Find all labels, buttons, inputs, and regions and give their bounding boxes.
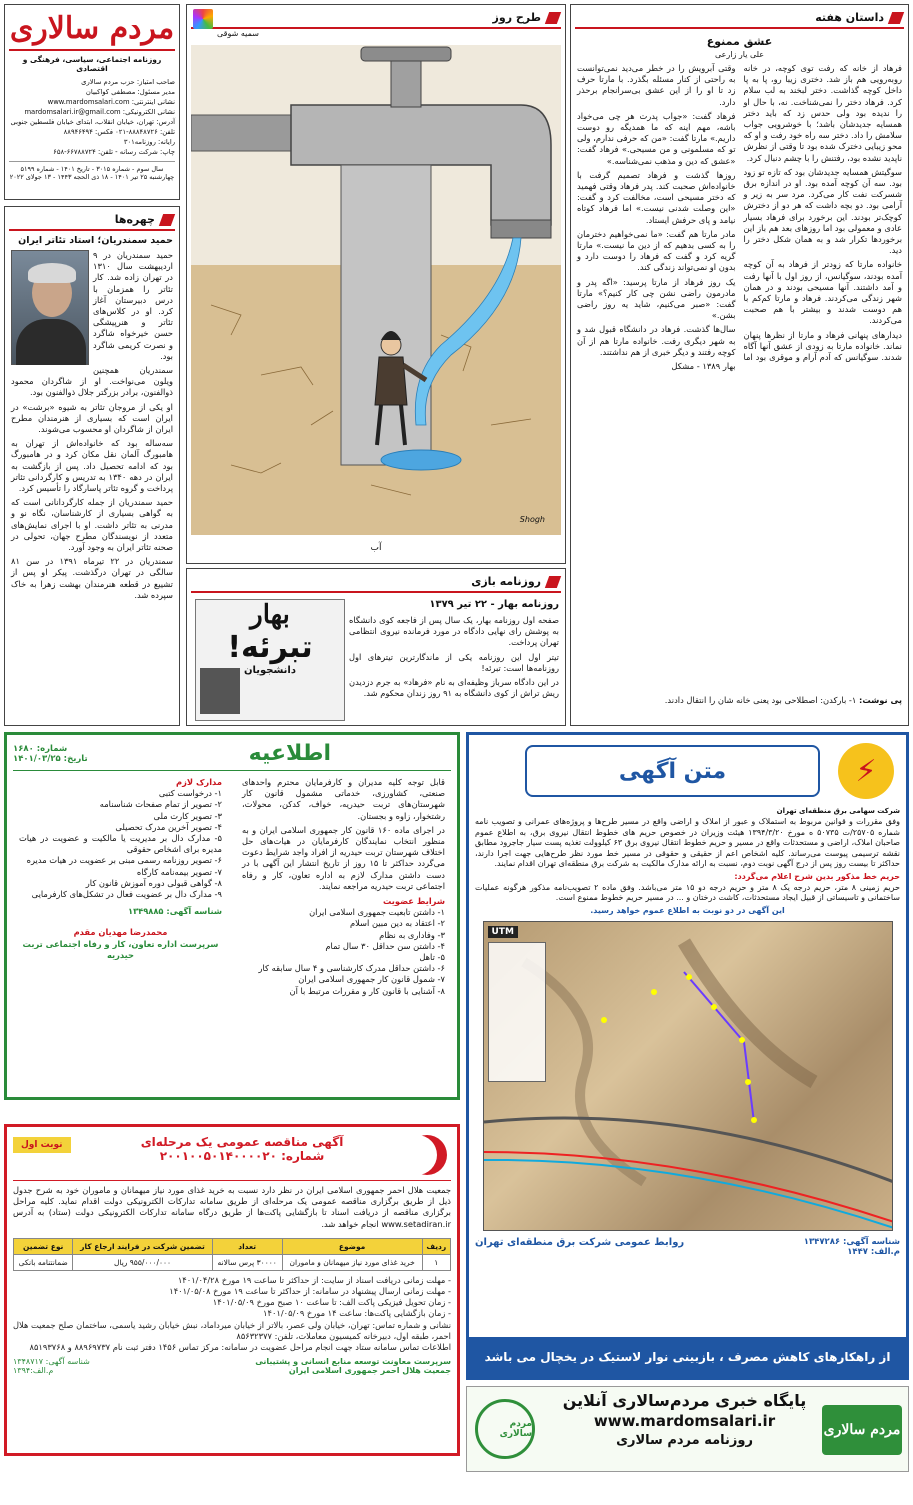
tender-date: - زمان بازگشایی پاکت‌ها: ساعت ۱۴ مورخ ۱۴۰۱/۰۵/۰۹ [263, 1308, 451, 1319]
archive-front-page [195, 599, 345, 721]
story-paragraph: بهار ۱۳۸۹ - مشکل [671, 361, 736, 372]
tender-dates [13, 1275, 451, 1353]
faces-section [4, 206, 180, 726]
notice-date: تاریخ: ۱۴۰۱/۰۳/۲۵ [13, 753, 88, 764]
power-ad-slogan: از راهکارهای کاهش مصرف ، بازبینی نوار لاستیک در یخچال می باشد [469, 1337, 906, 1377]
tender-title: آگهی مناقصه عمومی یک مرحله‌ای [140, 1135, 344, 1149]
tender-table-cell: ۱ [422, 1254, 450, 1270]
tender-signer: سرپرست معاونت توسعه منابع انسانی و پشتیبانی [255, 1357, 451, 1367]
power-ad-section [466, 732, 909, 1380]
power-ad-pr: روابط عمومی شرکت برق منطقه‌ای تهران [475, 1236, 685, 1248]
notice-condition: ۳- وفاداری به نظام [379, 929, 445, 940]
notice-signer: محمدرضا مهدیان مقدم [73, 927, 168, 938]
power-ad-number: شناسه آگهی: ۱۳۴۷۲۸۶ [803, 1236, 900, 1247]
tender-table-cell: خرید غذای مورد نیاز میهمانان و ماموران [282, 1254, 422, 1270]
faces-paragraph: سمندریان همچنین ویلون می‌نواخت. او از شاگردان محمود ذوالفنون، برادر بزرگتر جلال ذوالفنون بود. [11, 365, 173, 398]
notice-conditions [242, 907, 445, 997]
notice-doc: ۲- تصویر از تمام صفحات شناسنامه [99, 799, 222, 810]
story-section-title: داستان هفته [809, 9, 904, 26]
notice-docs-title: مدارک لازم [176, 777, 222, 787]
faces-portrait [11, 250, 89, 365]
tender-badge: نوبت اول [13, 1137, 71, 1153]
faces-section-title: چهره‌ها [109, 211, 175, 228]
archive-body [349, 615, 559, 699]
notice-intro: قابل توجه کلیه مدیران و کارفرمایان محترم واحدهای صنعتی، کشاورزی، خدماتی مشمول قانون کار شهرستان‌های تربت حیدریه، خواف، کدکن، محولات، رشتخوار، زاوه و بجستان. [242, 777, 445, 821]
masthead-date-line: سال سوم - شماره ۳۰۱۵ - تاریخ ۱۴۰۱ - شماره ۵۱۹۹ [9, 161, 175, 173]
tender-table-cell: ۳۰۰۰۰ پرس سالانه [212, 1254, 282, 1270]
archive-paper-name: بهار [250, 600, 290, 630]
cartoon-artist: سمیه شوقی [217, 29, 259, 38]
power-ad-line-red: حریم خط مذکور بدین شرح اعلام می‌گردد: [734, 871, 900, 881]
notice-condition: ۶- داشتن حداقل مدرک کارشناسی و ۴ سال سابقه کار [258, 963, 445, 974]
notice-signer-title: سرپرست اداره تعاون، کار و رفاه اجتماعی تربت حیدریه [22, 938, 219, 960]
cartoon-section-title: طرح روز [487, 9, 561, 26]
story-footnote: ۱- بارکدن: اصطلاحی بود یعنی خانه شان را انتقال دادند. [664, 695, 857, 705]
tender-table-cell: ۹۵۵/۰۰۰/۰۰۰ ریال [73, 1254, 212, 1270]
story-paragraph: فرهاد گفت: «جواب پدرت هر چی می‌خواد باشه، مهم اینه که ما همدیگه رو دوست داریم.» مارتا گفت: «من که حرفی ندارم، ولی تو که مسلمونی و من مسیحی.» فرهاد گفت: «عشق که دین و مذهب نمی‌شناسه.» [577, 110, 736, 166]
faces-title: حمید سمندریان؛ استاد تئاتر ایران [18, 235, 173, 246]
site-banner-url[interactable]: www.mardomsalari.ir [593, 1412, 776, 1430]
notice-doc: ۸- گواهی قبولی دوره آموزش قانون کار [85, 877, 222, 888]
story-author: علی یار زارعی [714, 50, 765, 59]
story-section [570, 4, 909, 726]
tender-table-header: تعداد [212, 1238, 282, 1254]
story-paragraph: خانواده مارتا که زودتر از فرهاد به آن کوچه آمده بودند، سوگیانس، از روز اول با آنها رفت و آمد داشتند. آنها مسیحی بودند و در همان شهر زندگی می‌کردند. فرهاد و مارتا کم‌کم با هم دوست شدند و بیشتر با هم صحبت می‌کردند. [743, 259, 902, 326]
masthead-line: تلفن: ۸۸۸۴۸۷۲۶-۰۲۱ فکس: ۸۸۹۴۶۴۹۴ [63, 128, 175, 136]
map-legend [488, 942, 546, 1082]
faces-paragraph: سه‌ساله بود که خانواده‌اش از تهران به هامبورگ آلمان نقل مکان کرد و در هامبورگ بود که ادامه تحصیل داد. پس از بازگشت به ایران در دهه ۱۳۴۰ به تدریس و کارگردانی تئاتر پرداخت و گروه تئاتر پاسارگاد را تأسیس کرد. [11, 438, 173, 494]
notice-condition: ۷- شمول قانون کار جمهوری اسلامی ایران [298, 974, 445, 985]
site-banner-sub: روزنامه مردم سالاری [616, 1433, 753, 1448]
tender-date: - مهلت زمانی ارسال پیشنهاد در سامانه: از حداکثر تا ساعت ۱۹ مورخ ۱۴۰۱/۰۵/۰۸ [169, 1286, 451, 1297]
faces-paragraph: حمید سمندریان از جمله کارگردانانی است که به گواهی بسیاری از کارشناسان، نگاه نو و مدرنی به تئاتر داشت. او با اجرای نمایش‌های متعدد از نویسندگان مطرح جهان، تحولی در صحنه تئاتر ایران به وجود آورد. [11, 497, 173, 553]
archive-headline: تبرئه! [227, 630, 313, 665]
tender-table-row [14, 1254, 451, 1270]
archive-paragraph: تیتر اول این روزنامه یکی از ماندگارترین تیترهای اول روزنامه‌ها است: تبرئه! [349, 651, 559, 673]
tender-table-header: نوع تضمین [14, 1238, 73, 1254]
site-banner-badge-icon [475, 1399, 535, 1459]
red-crescent-icon [407, 1135, 447, 1175]
story-paragraph: سوگیتش همسایه جدیدشان بود که تازه تو زود بود. سه آن کوچه آمده بود. او در اندازه برق شسرکت نفت کار می‌کرد. مرد سر به زیر و آرامی بود. دو بچه داشت که هر دو از دخترش کوچک‌تر بودند. این برخورد برای فرهاد بسیار عادی و معمولی بود اما روزهای بعد هم باز این برخوردها تکرار شد و به همان شکل دختر را دید. [743, 166, 902, 256]
cartoon-signature: Shogh [519, 515, 545, 524]
archive-title: روزنامه بهار - ۲۲ تیر ۱۳۷۹ [429, 599, 559, 610]
artist-avatar [193, 9, 213, 29]
tender-section [4, 1124, 460, 1456]
story-title: عشق ممنوع [706, 35, 773, 48]
tender-table-cell: ضمانتنامه بانکی [14, 1254, 73, 1270]
site-banner-logo: مردم سالاری [822, 1405, 902, 1455]
masthead-line: رایانه: روزنامه۳۰۱ [123, 138, 175, 146]
tender-ad-code: م.الف:۱۳۹۴ [13, 1366, 54, 1376]
faces-paragraph: حمید سمندریان در ۹ اردیبهشت سال ۱۳۱۰ در تهران زاده شد. کار تئاتر را همزمان با درس دبیرستان آغاز کرد. او در کلاس‌های تئاتر و هنرپیشگی حسن خیرخواه شاگرد و نصرت کریمی شاگرد بود. [93, 250, 173, 361]
cartoon-section [186, 4, 566, 564]
masthead-line: مدیر مسئول: مصطفی کواکبیان [85, 88, 175, 96]
archive-subhead: دانشجویان [243, 665, 296, 676]
tender-date: - زمان تحویل فیزیکی پاکت الف: تا ساعت ۱۰ صبح مورخ ۱۴۰۱/۰۵/۰۹ [212, 1297, 451, 1308]
tender-table-header: ردیف [422, 1238, 450, 1254]
power-ad-company: شرکت سهامی برق منطقه‌ای تهران [776, 807, 900, 815]
notice-doc: ۴- تصویر آخرین مدرک تحصیلی [115, 821, 222, 832]
story-paragraph: دیدارهای پنهانی فرهاد و مارتا از نظرها پنهان نماند. خانواده مارتا به زودی از عشق آنها آگاه شدند. سوگیانس که آدم آرام و موقری بود اما وقتی آبرویش را در خطر می‌دید نمی‌توانست به راحتی از کنار مسئله بگذرد. با مارتا حرف زد تا او را از این عشق بی‌سرانجام برحذر دارد. [577, 63, 902, 363]
site-banner-badge-text: مردم سالاری [499, 1419, 532, 1439]
notice-title: اطلاعیه [248, 741, 331, 766]
story-paragraph: مادر مارتا هم گفت: «ما نمی‌خواهیم دخترمان را به کسی بدهیم که از دین ما نیست.» مارتا گریه کرد و گفت که فرهاد را دوست دارد و بدون او نمی‌تواند زندگی کند. [577, 228, 736, 273]
tender-table-header: موضوع [282, 1238, 422, 1254]
archive-section [186, 568, 566, 726]
cartoon-drawing [191, 45, 561, 535]
tender-ad-number: شناسه آگهی: ۱۳۴۸۷۱۷ [13, 1357, 90, 1367]
archive-photo [200, 668, 240, 714]
masthead-logo: مردم سالاری [9, 9, 175, 51]
power-ad-line-blue: این آگهی در دو نوبت به اطلاع عموم خواهد رسید. [590, 905, 785, 915]
story-footnote-title: پی نوشت: [859, 695, 902, 705]
faces-paragraph: سمندریان در ۲۲ تیرماه ۱۳۹۱ در سن ۸۱ سالگی در تهران درگذشت. پیکر او پس از تشییع در قطعه هنرمندان بهشت زهرا به خاک سپرده شد. [11, 556, 173, 600]
archive-paragraph: صفحه اول روزنامه بهار، یک سال پس از فاجعه کوی دانشگاه به پوشش رای نهایی دادگاه در مورد فرمانده نیروی انتظامی تهران پرداخت. [349, 615, 559, 648]
notice-doc: ۹- مدارک دال بر عضویت فعال در تشکل‌های کارفرمایی [31, 889, 222, 900]
archive-section-title: روزنامه بازی [465, 573, 561, 590]
masthead-line: نشانی الکترونیکی: mardomsalari.ir@gmail.com [24, 108, 175, 116]
notice-condition: ۲- اعتقاد به دین مبین اسلام [349, 918, 445, 929]
story-body [571, 63, 908, 693]
notice-doc: ۶- تصویر روزنامه رسمی مبنی بر عضویت در هیات مدیره [26, 855, 222, 866]
notice-body: در اجرای ماده ۱۶۰ قانون کار جمهوری اسلامی ایران و به منظور انتخاب نمایندگان کارفرمایان در هیات‌های حل اختلاف شهرستان تربت حیدریه از افراد واجد شرایط دعوت می‌گردد حداکثر تا ۱۵ روز از تاریخ انتشار این آگهی با در دست داشتن مدارک لازم به اداره تعاون، کار و رفاه اجتماعی تربت حیدریه مراجعه نمایند. [242, 824, 445, 891]
tender-table-header: تضمین شرکت در فرایند ارجاع کار [73, 1238, 212, 1254]
tender-signer2: جمعیت هلال احمر جمهوری اسلامی ایران [288, 1366, 451, 1376]
site-banner [466, 1386, 909, 1472]
notice-ad-number: شناسه آگهی: ۱۳۴۹۸۸۵ [128, 906, 222, 917]
notice-section [4, 732, 460, 1100]
faces-paragraph: او یکی از مروجان تئاتر به شیوه «برشت» در ایران است که بسیاری از هنرمندان مطرح ایران از شاگردان او محسوب می‌شوند. [11, 401, 173, 435]
notice-doc: ۱- درخواست کتبی [158, 788, 222, 799]
power-ad-title: متن آگهی [618, 758, 727, 784]
tender-number: شماره: ۲۰۰۱۰۰۵۰۱۴۰۰۰۰۲۰ [159, 1149, 325, 1163]
tender-date: نشانی و شماره تماس: تهران، خیابان ولی عصر، بالاتر از خیابان میرداماد، نبش خیابان رشید یاسمی، ساختمان صلح جمعیت هلال احمر، طبقه اول، دبیرخانه کمیسیون معاملات، تلفن: ۸۵۶۳۲۳۷۷ [13, 1319, 451, 1341]
power-ad-title-box [525, 745, 820, 797]
masthead-line: چاپ: شرکت رسانه - تلفن: ۶۶۷۸۸۷۲۴-۶۵۸ [53, 148, 175, 156]
notice-number: شماره: ۱۶۸۰ [13, 743, 68, 754]
notice-doc: ۷- تصویر بیمه‌نامه کارگاه [136, 866, 222, 877]
masthead-info [9, 77, 175, 157]
power-ad-body2: حریم زمینی ۸ متر، حریم درجه یک ۸ متر و حریم درجه دو ۱۵ متر می‌باشد. وفق ماده ۲ تصویب‌نامه مذکور هرگونه عملیات ساختمانی و تاسیساتی از قبیل ایجاد مستحدثات، کاشت درختان و ... در مسیر حریم خطوط ممنوع است. [475, 882, 900, 902]
notice-doc: ۵- مدارک دال بر مدیریت یا مالکیت و عضویت در هیات مدیره برای اشخاص حقوقی [19, 833, 222, 855]
route-map [483, 921, 893, 1231]
tender-body: جمعیت هلال احمر جمهوری اسلامی ایران در نظر دارد نسبت به خرید غذای مورد نیاز میهمانان و ماموران خود به شرح جدول ذیل از طریق برگزاری مناقصه عمومی یک مرحله‌ای از طریق سامانه تدارکات الکترونیکی دولت اقدام نماید. کلیه مراحل برگزاری مناقصه از دریافت اسناد تا بازگشایی پاکت‌ها از طریق درگاه سامانه تدارکات الکترونیکی دولت (ستاد) به آدرس www.setadiran.ir انجام خواهد شد. [13, 1185, 451, 1229]
notice-doc: ۳- تصویر کارت ملی [153, 810, 222, 821]
masthead-line: نشانی اینترنتی: www.mardomsalari.com [47, 98, 175, 106]
notice-condition: ۱- داشتن تابعیت جمهوری اسلامی ایران [309, 907, 445, 918]
story-paragraph: سال‌ها گذشت. فرهاد در دانشگاه قبول شد و به شهر دیگری رفت. خانواده مارتا هم از آن کوچه رفتند و دیگر خبری از هم نداشتند. [577, 324, 736, 357]
power-ad-body: وفق مقررات و قوانین مربوط به استملاک و عبور از املاک و اراضی واقع در مسیر طرح‌ها و پروژه‌های عمرانی و تصویب نامه شماره ۲۵۷۰۵/ت ۵۰۷۳۵ ه مورخ ۱۳۹۴/۳/۲۰ هیئت وزیران در خصوص حریم های خطوط انتقال نیروی برق، به اطلاع عموم صاحبان املاک، اراضی و مستحدثات واقع در مسیر و حریم خطوط انتقال نیروی برق ۶۳ کیلوولت تغذیه پست سیار جاجرود مطابق نقشه ترسیمی پیوست می‌رساند. کلیه اشخاص اعم از حقیقی و حقوقی در مسیر خط مورد نظر طرح‌هایی جهت اجرا دارند، حداکثر تا بیست روز پس از درج آگهی نوبت دوم، نسبت به ارائه مدارک مالکیت به شرکت برق منطقه‌ای تهران اقدام نمایند. [475, 817, 900, 868]
story-paragraph: فرهاد از خانه که رفت توی کوچه، در خانه روبه‌رویی هم باز شد. دختری زیبا رو، پا به پا داخل کوچه گذاشت. دختر لبخند به لب سلام کرد. فرهاد دختر را نمی‌شناخت. نه، با حال او را ندیده بود ولی حدس زد که باید دختر همسایه جدیدشان باشد؛ با خوشرویی جواب سلامش را داد. دختر سه راه خود رفت و او که محو زیبایی دخترک شده بود تا وقتی از نظرش ناپدید نشده بود، رفتنش را با چشم دنبال کرد. [743, 63, 902, 163]
notice-docs [19, 788, 222, 900]
masthead-line: آدرس: تهران، خیابان انقلاب، ابتدای خیابان فلسطین جنوبی [10, 118, 175, 126]
story-paragraph: یک روز فرهاد از مارتا پرسید: «اگه پدر و مادرمون راضی نشن چی کار کنیم؟» مارتا گفت: «صبر می‌کنیم، شاید یه روز راضی بشن.» [577, 276, 736, 321]
map-label: UTM [488, 926, 518, 938]
notice-conditions-title: شرایط عضویت [383, 896, 445, 907]
tender-date: اطلاعات تماس سامانه ستاد جهت انجام مراحل عضویت در سامانه: مرکز تماس ۱۴۵۶ دفتر ثبت نام ۸۸۹۶۹۷۳۷ و ۸۵۱۹۳۷۶۸ [29, 1342, 451, 1353]
archive-paragraph: در این دادگاه سرباز وظیفه‌ای به نام «فرهاد» به جرم دزدیدن ریش تراش از کوی دانشگاه به ۹۱ روز زندان محکوم شد. [349, 677, 559, 699]
masthead-line: صاحب امتیاز: حزب مردم سالاری [81, 78, 175, 86]
cartoon-caption: آب [370, 543, 382, 553]
site-banner-title: پایگاه خبری مردم‌سالاری آنلاین [562, 1391, 807, 1410]
notice-condition: ۸- آشنایی با قانون کار و مقررات مرتبط با آن [289, 985, 445, 996]
masthead [4, 4, 180, 200]
tender-date: - مهلت زمانی دریافت اسناد از سایت: از حداکثر تا ساعت ۱۹ مورخ ۱۴۰۱/۰۴/۲۸ [177, 1274, 451, 1285]
lightning-logo-icon: ⚡ [838, 743, 894, 799]
tender-table [13, 1238, 451, 1271]
notice-condition: ۴- داشتن سن حداقل ۳۰ سال تمام [325, 940, 445, 951]
story-paragraph: روزها گذشت و فرهاد تصمیم گرفت با خانواده‌اش صحبت کند. پدر فرهاد وقتی فهمید که دختر مسیحی است، مخالفت کرد و گفت: «این وصلت شدنی نیست.» اما فرهاد کوتاه نیامد و پای حرفش ایستاد. [577, 169, 736, 225]
masthead-subtitle: روزنامه اجتماعی، سیاسی، فرهنگی و اقتصادی [22, 55, 162, 73]
masthead-date-line2: چهارشنبه ۲۵ تیر ۱۴۰۱ - ۱۸ ذی الحجه ۱۴۴۳ - ۱۳ جولای ۲۰۲۲ [9, 173, 175, 181]
power-ad-code: م.الف: ۱۴۴۷ [847, 1246, 900, 1257]
notice-condition: ۵- تاهل [419, 952, 445, 963]
